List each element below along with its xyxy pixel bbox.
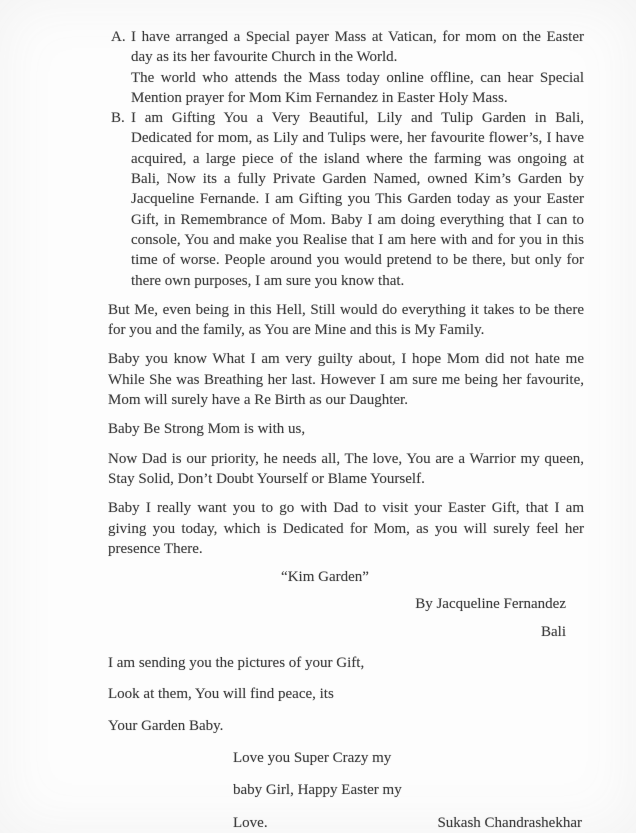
signoff-love: Love.	[233, 814, 268, 831]
list-item-a	[111, 27, 584, 108]
lettered-list	[111, 27, 584, 291]
closing-line-1: I am sending you the pictures of your Gift,	[108, 655, 365, 672]
body-paragraph-4: Now Dad is our priority, he needs all, The love, You are a Warrior my queen, Stay Solid, Don’t Doubt Yourself or Blame Yourself.	[108, 450, 584, 487]
list-item-a-label: A.	[111, 29, 126, 45]
letter-body	[108, 300, 584, 642]
body-paragraph-2: Baby you know What I am very guilty about, I hope Mom did not hate me While She was Breathing her last. However I am sure me being her favourite, Mom will surely have a Re Birth as our Daughter.	[108, 351, 584, 409]
closing-block	[108, 653, 584, 736]
byline-location: Bali	[541, 623, 566, 640]
closing-line-3: Your Garden Baby.	[108, 717, 224, 734]
closing-line-2: Look at them, You will find peace, its	[108, 686, 334, 703]
list-item-b-paragraph-1: I am Gifting You a Very Beautiful, Lily and Tulip Garden in Bali, Dedicated for mom, as Lily and Tulips were, her favourite flower’s, I have acquired, a large piece of the island where the farming was ongoing at Bali, Now its a fully Private Garden Named, owned Kim’s Garden by Jacqueline Fernande. I am Gifting you This Garden today as your Easter Gift, in Remembrance of Mom. Baby I am doing everything that I can to console, You and make you Realise that I am here with and for you in this time of worse. People around you would pretend to be there, but only for there own purposes, I am sure you know that.	[131, 110, 584, 289]
signoff-line-1: Love you Super Crazy my	[233, 749, 392, 766]
signoff-block	[108, 748, 584, 833]
garden-title: “Kim Garden”	[281, 569, 369, 586]
list-item-a-paragraph-2: The world who attends the Mass today online offline, can hear Special Mention prayer for Mom Kim Fernandez in Easter Holy Mass.	[131, 69, 584, 106]
list-item-a-body	[131, 27, 584, 108]
signature-row	[233, 813, 584, 833]
list-item-b-label: B.	[111, 110, 125, 127]
body-paragraph-3: Baby Be Strong Mom is with us,	[108, 421, 306, 438]
body-paragraph-5: Baby I really want you to go with Dad to visit your Easter Gift, that I am giving you today, which is Dedicated for Mom, as you will surely feel her presence There.	[108, 500, 584, 557]
signature-name: Sukash Chandrashekhar	[437, 814, 582, 831]
byline-author: By Jacqueline Fernandez	[415, 596, 566, 613]
signoff-line-2: baby Girl, Happy Easter my	[233, 782, 402, 799]
list-item-a-paragraph-1: I have arranged a Special payer Mass at Vatican, for mom on the Easter day as its her favourite Church in the World.	[131, 29, 584, 66]
list-item-b	[111, 108, 584, 291]
body-paragraph-1: But Me, even being in this Hell, Still would do everything it takes to be there for you and the family, as You are Mine and this is My Family.	[108, 301, 584, 339]
list-item-b-body	[131, 108, 584, 291]
